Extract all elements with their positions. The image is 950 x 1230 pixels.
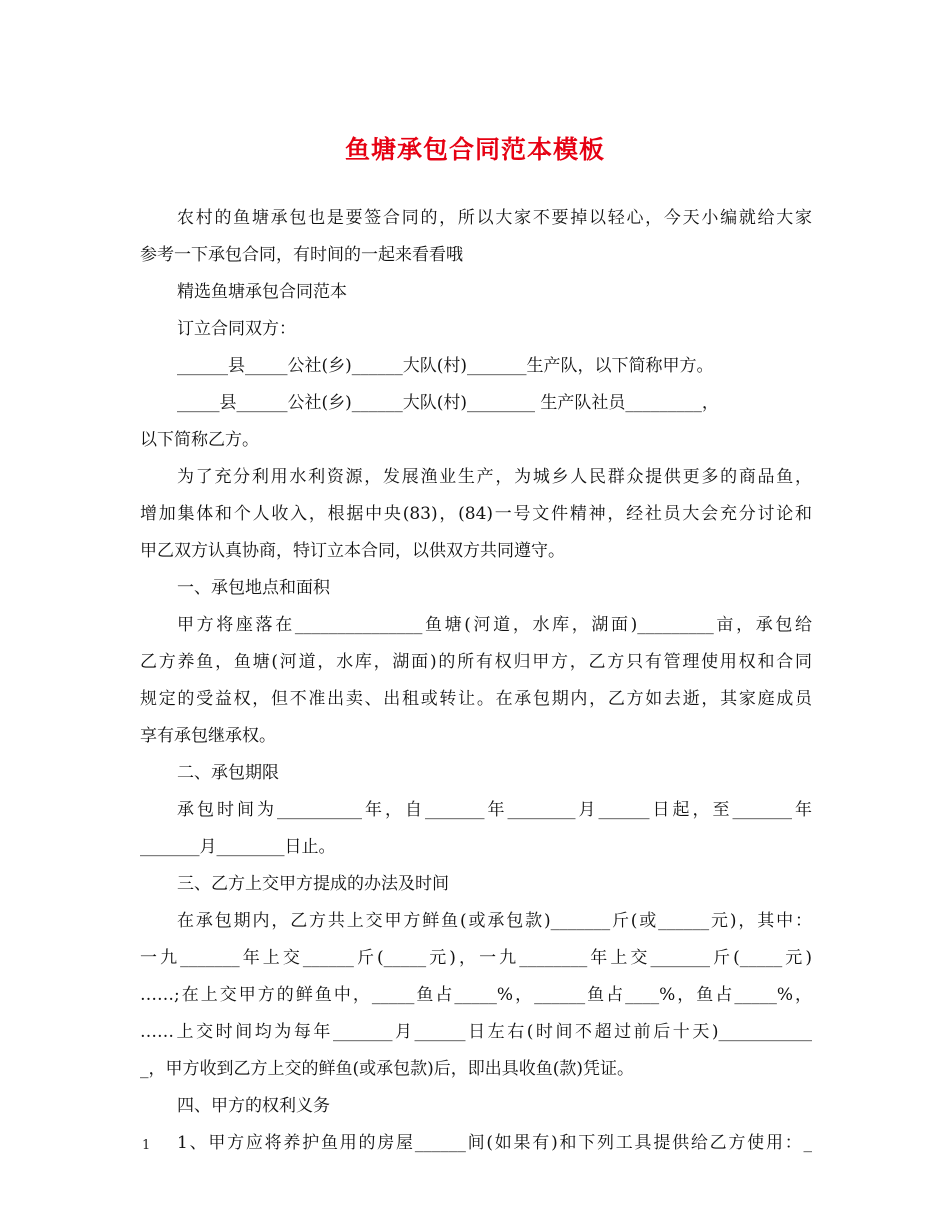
paragraph-line: ……上交时间均为每年_______月______日左右(时间不超过前后十天)___________: [140, 1022, 812, 1042]
document-title: 鱼塘承包合同范本模板: [344, 135, 605, 164]
paragraph-line: 在承包期内，乙方共上交甲方鲜鱼(或承包款)_______斤(或______元)，其中：: [177, 911, 812, 931]
section-heading: 四、甲方的权利义务: [177, 1096, 330, 1116]
paragraph-line: 一九_______年上交______斤(_____元)，一九________年上交_______斤(_____元): [140, 948, 812, 968]
paragraph-line: 为了充分利用水利资源，发展渔业生产，为城乡人民群众提供更多的商品鱼，: [177, 467, 812, 487]
paragraph-line: ……;在上交甲方的鲜鱼中，_____鱼占_____%，______鱼占____%，鱼占_____%，: [140, 985, 812, 1005]
paragraph-line: 甲乙双方认真协商，特订立本合同，以供双方共同遵守。: [140, 541, 565, 561]
paragraph-line: _，甲方收到乙方上交的鲜鱼(或承包款)后，即出具收鱼(款)凭证。: [140, 1059, 635, 1079]
section-heading: 二、承包期限: [177, 763, 279, 783]
paragraph-line: _____县______公社(乡)______大队(村)________ 生产队社员_________，: [177, 393, 719, 413]
paragraph-line: 享有承包继承权。: [140, 726, 276, 746]
paragraph-line: 规定的受益权，但不准出卖、出租或转让。在承包期内，乙方如去逝，其家庭成员: [140, 689, 812, 709]
section-heading: 三、乙方上交甲方提成的办法及时间: [177, 874, 449, 894]
document-body: [140, 200, 812, 1162]
paragraph-line: 承包时间为__________年，自_______年________月______日起，至_______年: [177, 800, 812, 820]
page-number: 1: [142, 1138, 151, 1153]
paragraph-line: 精选鱼塘承包合同范本: [177, 282, 347, 302]
paragraph-line: 增加集体和个人收入，根据中央(83)，(84)一号文件精神，经社员大会充分讨论和: [140, 504, 812, 524]
paragraph-line: 参考一下承包合同，有时间的一起来看看哦: [140, 245, 463, 265]
paragraph-line: 农村的鱼塘承包也是要签合同的，所以大家不要掉以轻心，今天小编就给大家: [177, 208, 812, 228]
paragraph-line: 以下简称乙方。: [140, 430, 259, 450]
paragraph-line: 1、甲方应将养护鱼用的房屋______间(如果有)和下列工具提供给乙方使用：_: [177, 1133, 812, 1153]
paragraph-line: 乙方养鱼，鱼塘(河道，水库，湖面)的所有权归甲方，乙方只有管理使用权和合同: [140, 652, 812, 672]
paragraph-line: ______县_____公社(乡)______大队(村)_______生产队，以下简称甲方。: [177, 356, 714, 376]
section-heading: 一、承包地点和面积: [177, 578, 330, 598]
paragraph-line: 甲方将座落在_______________鱼塘(河道，水库，湖面)_________亩，承包给: [177, 615, 812, 635]
paragraph-line: 订立合同双方：: [177, 319, 296, 339]
paragraph-line: _______月________日止。: [140, 837, 336, 857]
